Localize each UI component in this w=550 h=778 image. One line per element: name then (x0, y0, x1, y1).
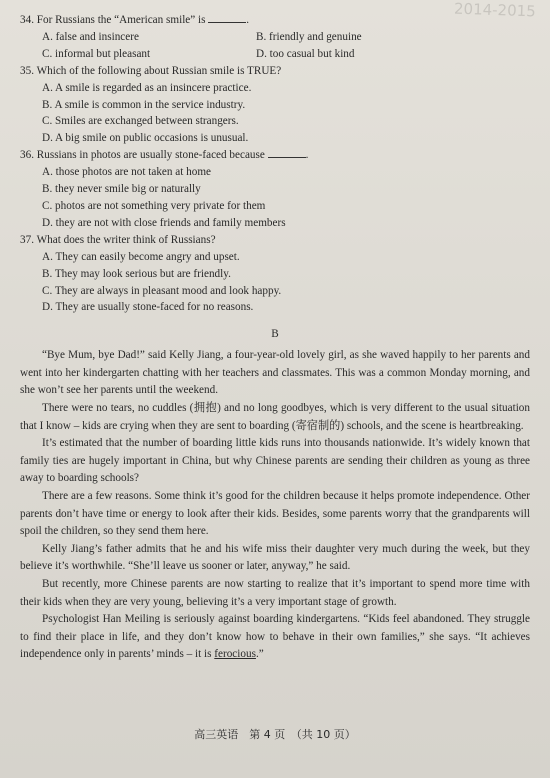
passage-paragraph: There are a few reasons. Some think it’s good for the children because it helps promote independence. Other parents don’t have time or energy to look after their kids. Besides, some parents worry that the grandparents will spoil the children, so they send them here. (20, 489, 530, 538)
answer-option: A. A smile is regarded as an insincere practice. (42, 81, 252, 94)
answer-option: D. too casual but kind (256, 47, 355, 60)
answer-option: A. false and insincere (42, 30, 139, 43)
question-stem: 35. Which of the following about Russian smile is TRUE? (20, 64, 282, 77)
question-list (20, 12, 530, 316)
question-34 (20, 12, 530, 63)
answer-option: C. photos are not something very private for them (42, 199, 266, 212)
section-label: B (271, 328, 279, 341)
answer-blank (268, 147, 306, 158)
paragraph-text: Psychologist Han Meiling is seriously against boarding kindergartens. “Kids feel abandoned. They struggle to find their place in life, and they don’t know how to behave in their own families,” she says. “It achieves independence only in parents’ minds – it is (20, 613, 530, 661)
answer-option: C. Smiles are exchanged between strangers. (42, 115, 239, 128)
answer-option: D. A big smile on public occasions is unusual. (42, 132, 249, 145)
answer-option: C. informal but pleasant (42, 47, 151, 60)
answer-option: B. A smile is common in the service industry. (42, 98, 246, 111)
watermark: 2014-2015 (453, 0, 537, 21)
option-row (20, 46, 530, 63)
answer-blank (208, 12, 246, 23)
question-stem: 36. Russians in photos are usually stone-faced because . (20, 149, 309, 162)
passage-paragraph-last (20, 611, 530, 664)
answer-option: A. those photos are not taken at home (42, 166, 212, 179)
question-stem: 37. What does the writer think of Russians? (20, 233, 216, 246)
passage-paragraph: Kelly Jiang’s father admits that he and his wife miss their daughter very much during the week, but they believe it’s worthwhile. “She’ll leave us sooner or later, anyway,” he said. (20, 542, 530, 573)
paragraph-end: .” (255, 648, 264, 661)
question-37 (20, 232, 530, 317)
answer-option: D. they are not with close friends and family members (42, 216, 286, 229)
answer-option: A. They can easily become angry and upset. (42, 250, 240, 263)
passage-paragraph: It’s estimated that the number of boarding little kids runs into thousands nationwide. It’s widely known that family ties are hugely important in China, but why Chinese parents are sending their children as young as three away to boarding schools? (20, 437, 530, 485)
option-row (20, 29, 530, 46)
answer-option: B. they never smile big or naturally (42, 183, 201, 196)
answer-option: C. They are always in pleasant mood and look happy. (42, 284, 282, 297)
passage-paragraph: “Bye Mum, bye Dad!” said Kelly Jiang, a four-year-old lovely girl, as she waved happily to her parents and went into her kindergarten chatting with her teachers and classmates. This was a common Monday morning, and she won’t see her parents until the weekend. (20, 349, 530, 397)
question-36 (20, 147, 530, 232)
answer-option: B. friendly and genuine (256, 30, 362, 43)
page-footer: 高三英语 第 4 页 （共 10 页） (194, 728, 356, 741)
question-35 (20, 63, 530, 148)
question-stem: 34. For Russians the “American smile” is . (20, 14, 250, 26)
passage-paragraph: But recently, more Chinese parents are now starting to realize that it’s important to spend more time with their kids when they are very young, believing it’s a very important stage of growth. (20, 577, 530, 608)
answer-option: D. They are usually stone-faced for no reasons. (42, 301, 254, 314)
answer-option: B. They may look serious but are friendly. (42, 267, 231, 280)
underlined-word: ferocious (214, 648, 256, 661)
passage-paragraph: There were no tears, no cuddles (拥抱) and no long goodbyes, which is very different to the usual situation that I know – kids are crying when they are sent to boarding (寄宿制的) schools, and the scene is heartbreaking. (20, 402, 530, 432)
reading-passage (20, 347, 530, 611)
